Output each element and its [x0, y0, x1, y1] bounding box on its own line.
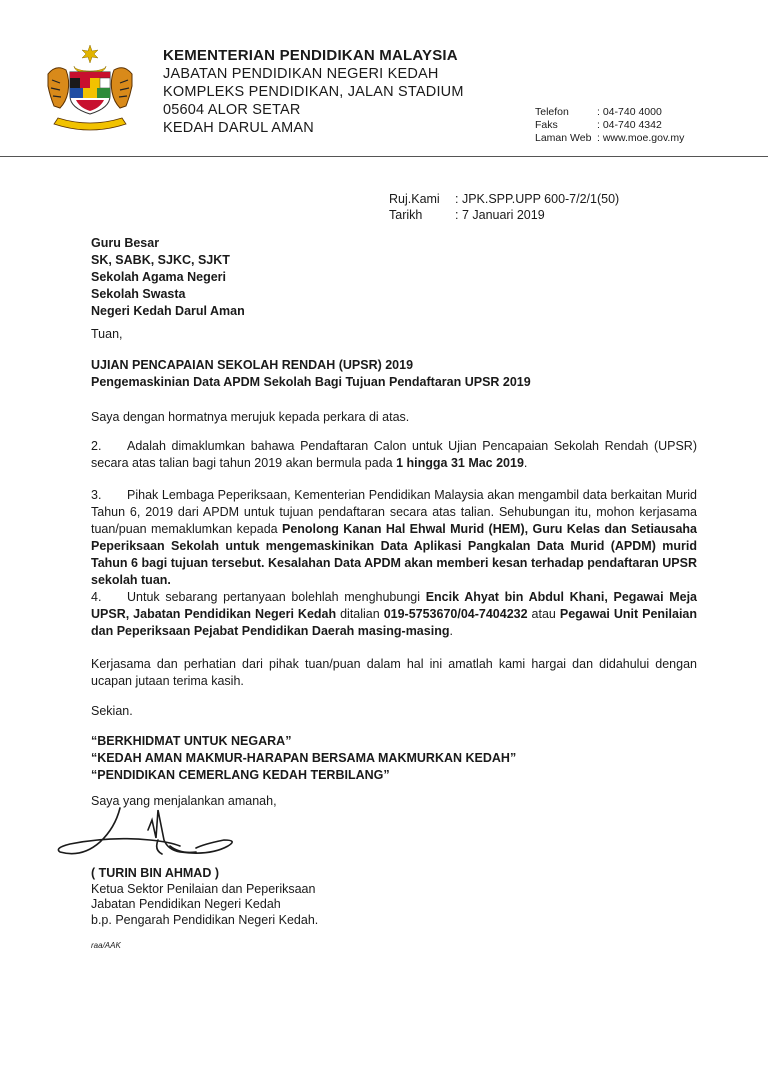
- signatory-on-behalf: b.p. Pengarah Pendidikan Negeri Kedah.: [91, 912, 319, 927]
- header-divider: [0, 156, 768, 157]
- signatory-department: Jabatan Pendidikan Negeri Kedah: [91, 897, 281, 911]
- signatory-title: Ketua Sektor Penilaian dan Peperiksaan: [91, 881, 316, 896]
- reference-label: Ruj.Kami: [389, 192, 440, 206]
- paragraph-end: .: [523, 456, 528, 470]
- recipient-line: Negeri Kedah Darul Aman: [91, 304, 245, 318]
- paragraph-number: 2.: [91, 439, 102, 453]
- paragraph-number: 4.: [91, 590, 102, 604]
- date-label: Tarikh: [389, 208, 423, 222]
- ministry-name: KEMENTERIAN PENDIDIKAN MALAYSIA: [163, 47, 458, 64]
- postcode-city: 05604 ALOR SETAR: [163, 102, 301, 118]
- contact-details: [535, 106, 688, 145]
- letterhead-organisation: [163, 47, 464, 137]
- state-name: KEDAH DARUL AMAN: [163, 120, 314, 136]
- paragraph-text: ditalian: [336, 607, 384, 621]
- motto-block: [91, 733, 516, 784]
- paragraph-text: atau: [527, 607, 560, 621]
- motto-line: “BERKHIDMAT UNTUK NEGARA”: [91, 734, 292, 748]
- reference-block: [389, 191, 625, 223]
- paragraph-emphasis: Penolong Kanan Hal Ehwal Murid (HEM), Guru Kelas dan Setiausaha Peperiksaan Sekolah untuk mengemaskinikan Data Aplikasi Pangkalan Data Murid (APDM) murid Tahun 6 bagi tujuan tersebut. Kesalahan Data APDM akan memberi kesan terhadap pendaftaran UPSR sekolah tuan.: [91, 522, 697, 587]
- recipient-line: Guru Besar: [91, 236, 160, 250]
- complex-address: KOMPLEKS PENDIDIKAN, JALAN STADIUM: [163, 84, 464, 100]
- paragraph-text: Untuk sebarang pertanyaan bolehlah menghubungi: [127, 590, 426, 604]
- intro-paragraph: Saya dengan hormatnya merujuk kepada perkara di atas.: [91, 410, 410, 424]
- phone-label: Telefon: [535, 106, 569, 118]
- fax-value: : 04-740 4342: [597, 119, 662, 131]
- reference-value: : JPK.SPP.UPP 600-7/2/1(50): [455, 192, 620, 206]
- signature-lead: Saya yang menjalankan amanah,: [91, 794, 277, 808]
- ministry-crest: [40, 44, 140, 132]
- motto-line: “KEDAH AMAN MAKMUR-HARAPAN BERSAMA MAKMURKAN KEDAH”: [91, 751, 517, 765]
- registration-dates: 1 hingga 31 Mac 2019: [396, 456, 524, 470]
- sekian: Sekian.: [91, 704, 133, 718]
- paragraph-number: 3.: [91, 488, 102, 502]
- web-value[interactable]: : www.moe.gov.my: [597, 132, 685, 144]
- paragraph-4: [91, 589, 697, 640]
- department-name: JABATAN PENDIDIKAN NEGERI KEDAH: [163, 66, 439, 82]
- recipient-line: Sekolah Agama Negeri: [91, 270, 227, 284]
- date-value: : 7 Januari 2019: [455, 208, 545, 222]
- paragraph-3: [91, 487, 697, 589]
- subject-block: [91, 357, 531, 391]
- subject-title: UJIAN PENCAPAIAN SEKOLAH RENDAH (UPSR) 2019: [91, 358, 414, 372]
- web-label: Laman Web: [535, 132, 592, 144]
- paragraph-text: Adalah dimaklumkan bahawa Pendaftaran Calon untuk Ujian Pencapaian Sekolah Rendah (UPSR) secara atas talian bagi tahun 2019 akan bermula pada: [91, 439, 697, 470]
- paragraph-2: [91, 438, 697, 472]
- alternative-contact: Pegawai Unit Penilaian dan Peperiksaan Pejabat Pendidikan Daerah masing-masing: [91, 607, 698, 638]
- contact-officer: Encik Ahyat bin Abdul Khani, Pegawai Meja UPSR, Jabatan Pendidikan Negeri Kedah: [91, 590, 697, 621]
- fax-label: Faks: [535, 119, 558, 131]
- salutation: Tuan,: [91, 327, 123, 341]
- subject-subtitle: Pengemaskinian Data APDM Sekolah Bagi Tujuan Pendaftaran UPSR 2019: [91, 375, 531, 389]
- paragraph-text: Pihak Lembaga Peperiksaan, Kementerian Pendidikan Malaysia akan mengambil data berkaitan Murid Tahun 6, 2019 dari APDM untuk tujuan pendaftaran secara atas talian. Sehubungan itu, mohon kerjasama tuan/puan memaklumkan kepada: [91, 488, 697, 536]
- contact-phone: 019-5753670/04-7404232: [383, 607, 528, 621]
- signatory-name: ( TURIN BIN AHMAD ): [91, 866, 219, 880]
- paragraph-end: .: [449, 624, 453, 638]
- reference-initials: raa/AAK: [91, 941, 121, 950]
- recipient-line: Sekolah Swasta: [91, 287, 186, 301]
- phone-value: : 04-740 4000: [597, 106, 662, 118]
- recipient-line: SK, SABK, SJKC, SJKT: [91, 253, 230, 267]
- signatory-block: [91, 866, 318, 928]
- closing-paragraph: Kerjasama dan perhatian dari pihak tuan/puan dalam hal ini amatlah kami hargai dan didahului dengan ucapan jutaan terima kasih.: [91, 657, 697, 688]
- recipient-address: [91, 235, 245, 320]
- motto-line: “PENDIDIKAN CEMERLANG KEDAH TERBILANG”: [91, 768, 390, 782]
